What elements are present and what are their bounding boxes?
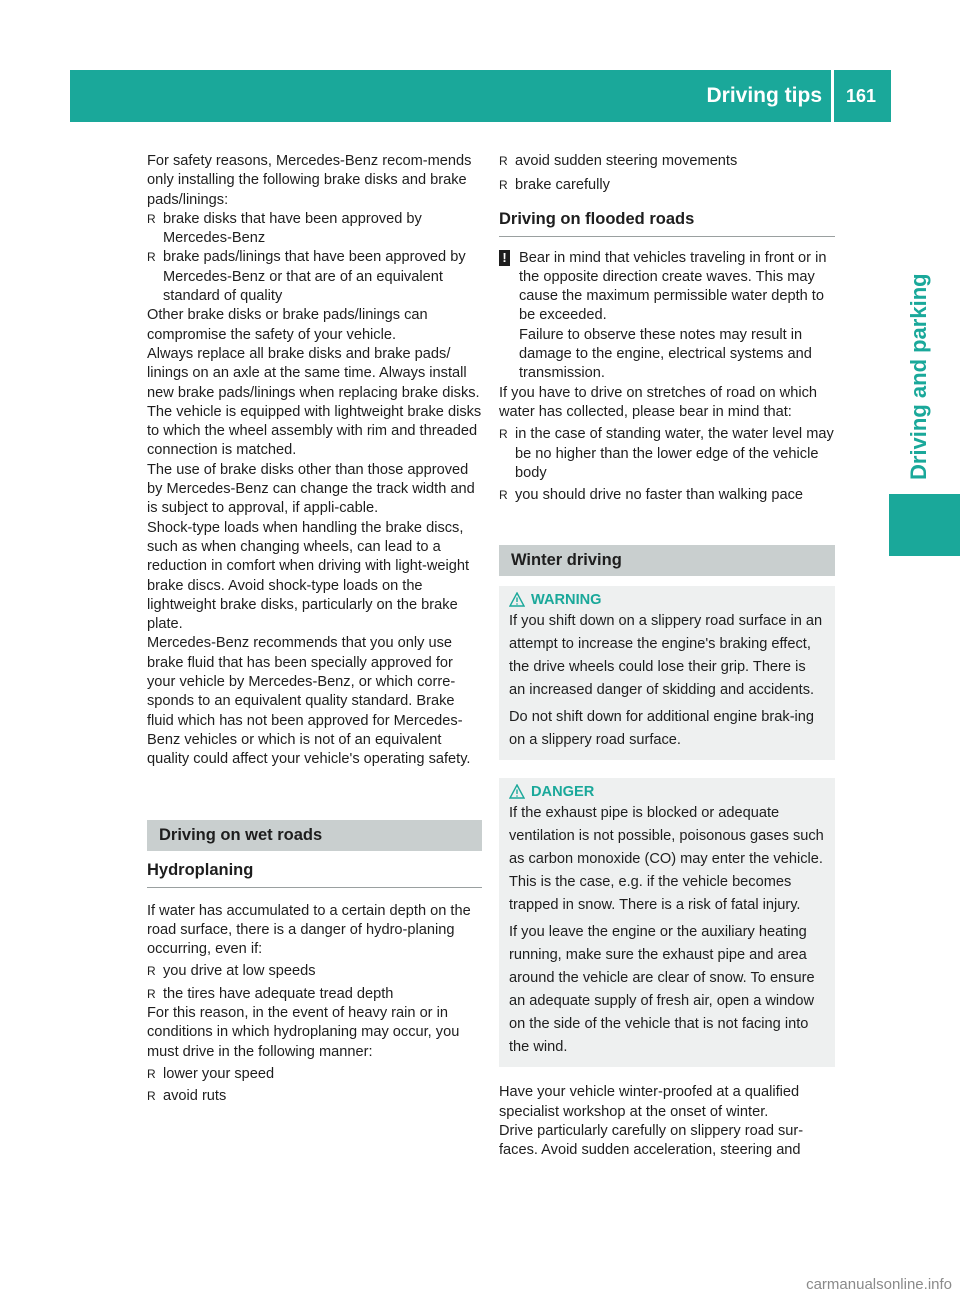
bullet-icon: R: [147, 1066, 156, 1081]
section-heading-winter: Winter driving: [499, 545, 835, 576]
top-bullet-list: [499, 152, 835, 196]
list-item: R lower your speed: [147, 1065, 482, 1084]
paragraph: Other brake disks or brake pads/linings can compromise the safety of your vehicle.: [147, 307, 428, 343]
exclamation-icon: !: [499, 250, 510, 266]
bullet-icon: R: [147, 250, 156, 265]
list-item: R avoid ruts: [147, 1087, 482, 1106]
bullet-icon: R: [499, 154, 508, 168]
warning-triangle-icon: [509, 592, 525, 611]
winter-text: Drive particularly carefully on slippery road sur-faces. Avoid sudden acceleration, steering and: [499, 1123, 804, 1159]
flood-bullet-list: [499, 425, 835, 505]
intro-bullet-list: [147, 210, 482, 306]
header-title: Driving tips: [706, 84, 822, 107]
paragraph: Always replace all brake disks and brake pads/ linings on an axle at the same time. Always install new brake pads/linings when replacing brake disks.: [147, 345, 480, 401]
bullet-icon: R: [147, 211, 156, 226]
page-number: 161: [846, 86, 877, 106]
list-item: R you drive at low speeds: [147, 962, 482, 981]
hydro-intro: If water has accumulated to a certain depth on the road surface, there is a danger of hydro-planing occurring, even if:: [147, 902, 471, 958]
danger-box: [499, 778, 835, 1067]
winter-text: Have your vehicle winter-proofed at a qualified specialist workshop at the onset of winter.: [499, 1084, 800, 1120]
note-text: Bear in mind that vehicles traveling in front or in the opposite direction create waves. This may cause the maximum permissible water depth to be exceeded.: [519, 249, 827, 324]
flood-text: If you have to drive on stretches of road on which water has collected, please bear in mind that:: [499, 384, 817, 420]
note-block: [499, 249, 835, 384]
paragraph: The vehicle is equipped with lightweight brake disks to which the wheel assembly with rim and threaded connection is matched.: [147, 403, 482, 459]
list-item: R brake disks that have been approved by Mercedes-Benz: [147, 210, 422, 247]
paragraph: Mercedes-Benz recommends that you only use brake fluid that has been specially approved for your vehicle by Mercedes-Benz, or which corre-sponds to an equivalent quality standard. Brake fluid which has not been approved for Mercedes-Benz vehicles or which is not of an equivalent quality could affect your vehicle's operating safety.: [147, 635, 471, 768]
warning-box: [499, 586, 835, 760]
left-column: [147, 152, 482, 1106]
note-text: Failure to observe these notes may result in damage to the engine, electrical systems and transmission.: [519, 326, 812, 382]
paragraph: Shock-type loads when handling the brake discs, such as when changing wheels, can lead to a reduction in comfort when driving with light-weight brake discs. Avoid shock-type loads on the lightweight brake disks, particularly on the brake plate.: [147, 519, 470, 633]
header-divider: [831, 70, 834, 122]
paragraph: The use of brake disks other than those approved by Mercedes-Benz can change the track width and is subject to approval, if appli-cable.: [147, 461, 475, 517]
warning-triangle-icon: [509, 784, 525, 803]
bullet-icon: R: [499, 488, 508, 503]
subheading-hydroplaning: Hydroplaning: [147, 861, 482, 888]
danger-text: If the exhaust pipe is blocked or adequate ventilation is not possible, poisonous gases such as carbon monoxide (CO) may enter the vehicle. This is the case, e.g. if the vehicle becomes trapped in snow. There is a risk of fatal injury.: [509, 805, 824, 914]
warning-title: WARNING: [509, 592, 825, 608]
warning-text: If you shift down on a slippery road surface in an attempt to increase the engine's braking effect, the drive wheels could lose their grip. There is an increased danger of skidding and accidents.: [509, 613, 823, 699]
watermark: carmanualsonline.info: [806, 1276, 952, 1293]
hydro-bullet-list: [147, 962, 482, 1004]
bullet-icon: R: [147, 964, 156, 979]
subheading-flooded-roads: Driving on flooded roads: [499, 210, 835, 237]
list-item: R brake pads/linings that have been approved by Mercedes-Benz or that are of an equivalent standard of quality: [147, 249, 466, 305]
bullet-icon: R: [499, 427, 508, 442]
bullet-icon: R: [499, 178, 508, 193]
list-item: R brake carefully: [499, 176, 835, 195]
list-item: R the tires have adequate tread depth: [147, 985, 482, 1004]
list-item: R in the case of standing water, the water level may be no higher than the lower edge of the vehicle body: [499, 426, 834, 481]
side-tab-block: [889, 494, 960, 556]
list-item: R avoid sudden steering movements: [499, 152, 835, 171]
danger-title: DANGER: [509, 784, 825, 800]
hydro-text: For this reason, in the event of heavy rain or in conditions in which hydroplaning may occur, you must drive in the following manner:: [147, 1004, 460, 1060]
right-column: [499, 152, 835, 1161]
side-tab-label: Driving and parking: [906, 273, 931, 480]
hydro-bullet-list-2: [147, 1065, 482, 1107]
warning-text: Do not shift down for additional engine brak-ing on a slippery road surface.: [509, 709, 815, 749]
bullet-icon: R: [147, 986, 156, 1001]
bullet-icon: R: [147, 1089, 156, 1104]
danger-text: If you leave the engine or the auxiliary heating running, make sure the exhaust pipe and area around the vehicle are clear of snow. To ensure an adequate supply of fresh air, open a window on the side of the vehicle that is not facing into the wind.: [509, 924, 815, 1056]
list-item: R you should drive no faster than walking pace: [499, 486, 835, 505]
section-heading-wet-roads: Driving on wet roads: [147, 820, 482, 851]
intro-text: For safety reasons, Mercedes-Benz recom-mends only installing the following brake disks and brake pads/linings:: [147, 153, 472, 208]
